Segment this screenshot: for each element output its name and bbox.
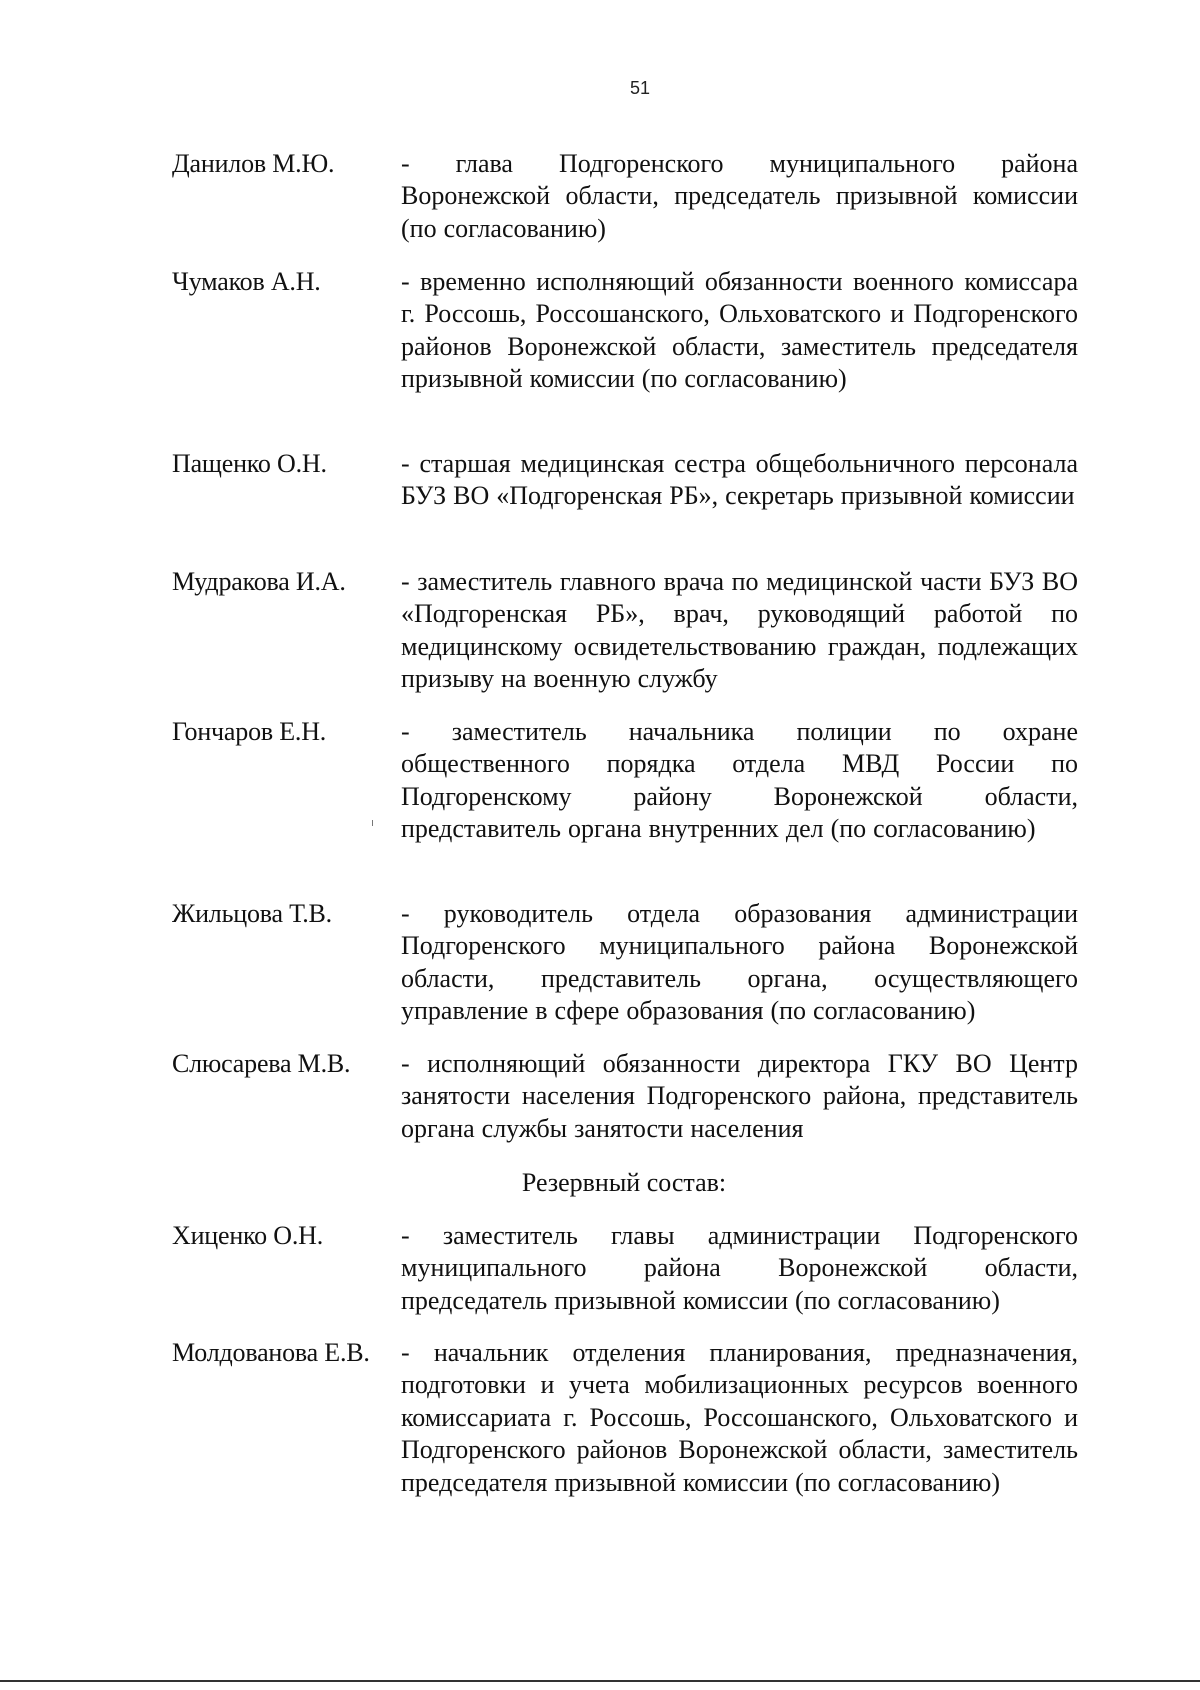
member-name: Слюсарева М.В. [172,1049,351,1078]
member-name: Пащенко О.Н. [172,449,327,478]
member-description: - заместитель начальника полиции по охране общественного порядка отдела МВД России по Подгоренскому району Воронежской области, представитель органа внутренних дел (по согласованию) [401,717,1078,844]
member-description: - временно исполняющий обязанности военного комиссара г. Россошь, Россошанского, Ольховатского и Подгоренского районов Воронежской области, заместитель председателя призывной комиссии (по согласованию) [401,267,1078,394]
member-name: Данилов М.Ю. [172,149,335,178]
member-name: Чумаков А.Н. [172,267,321,296]
page-bottom-edge [0,1680,1200,1682]
member-description: - старшая медицинская сестра общебольничного персонала БУЗ ВО «Подгоренская РБ», секретарь призывной комиссии [401,449,1078,511]
member-description: - начальник отделения планирования, предназначения, подготовки и учета мобилизационных ресурсов военного комиссариата г. Россошь, Россошанского, Ольховатского и Подгоренского районов Воронежской области, заместитель председателя призывной комиссии (по согласованию) [401,1338,1078,1497]
reserve-heading: Резервный состав: [521,1168,727,1197]
member-name: Хиценко О.Н. [172,1221,324,1250]
member-description: - заместитель главного врача по медицинской части БУЗ ВО «Подгоренская РБ», врач, руководящий работой по медицинскому освидетельствованию граждан, подлежащих призыву на военную службу [401,567,1078,694]
member-description: - глава Подгоренского муниципального района Воронежской области, председатель призывной комиссии (по согласованию) [401,149,1078,243]
member-name: Мудракова И.А. [172,567,346,596]
member-description: - руководитель отдела образования администрации Подгоренского муниципального района Воронежской области, представитель органа, осуществляющего управление в сфере образования (по согласованию) [401,899,1078,1026]
member-name: Жильцова Т.В. [172,899,332,928]
member-description: - исполняющий обязанности директора ГКУ ВО Центр занятости населения Подгоренского района, представитель органа службы занятости населения [401,1049,1078,1143]
scan-mark [372,820,373,826]
member-name: Гончаров Е.Н. [172,717,327,746]
member-description: - заместитель главы администрации Подгоренского муниципального района Воронежской области, председатель призывной комиссии (по согласованию) [401,1221,1078,1315]
member-name: Молдованова Е.В. [172,1338,370,1367]
page-number: 51 [629,78,651,98]
